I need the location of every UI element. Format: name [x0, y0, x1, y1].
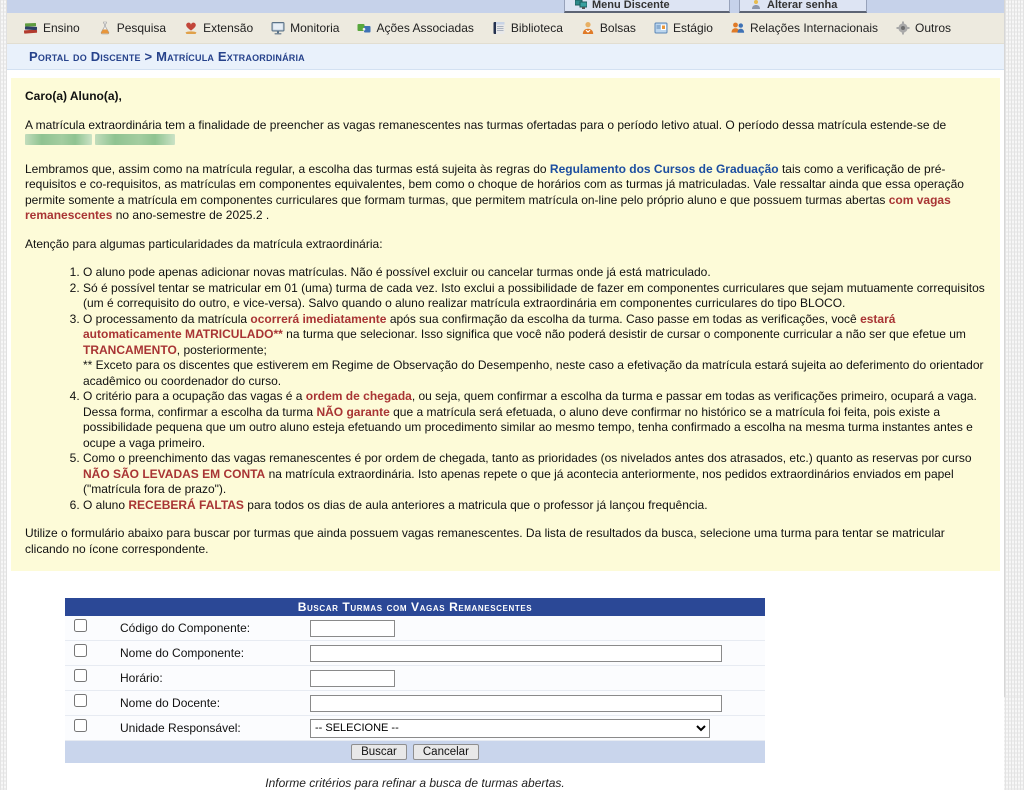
redacted-period-start	[25, 134, 92, 145]
breadcrumb[interactable]: Portal do Discente > Matrícula Extraordinária	[29, 49, 305, 64]
text-segment: após sua confirmação da escolha da turma. Caso passe em todas as verificações, você	[386, 311, 861, 326]
list-item	[83, 281, 986, 312]
monitor-icon	[270, 20, 286, 36]
menu-item-pesquisa[interactable]	[97, 20, 166, 36]
info-panel	[11, 78, 1000, 571]
text-segment: RECEBERÁ FALTAS	[128, 497, 244, 512]
password-person-icon	[750, 0, 762, 9]
menu-item-extensao[interactable]	[183, 20, 253, 36]
list-item	[83, 451, 986, 498]
checkbox-unidade-responsavel[interactable]	[74, 719, 87, 732]
text-segment: que a matrícula será efetuada, o aluno deve confirmar no histórico se a matrícula foi feita, pois existe a possibilidade pequena que um outro aluno esteja efetuando um procedimento similar ao mesmo tempo, tenha confirmado a escolha na mesma turma instantes antes e ocupe a vaga primeiro.	[83, 404, 973, 450]
alterar-senha-label: Alterar senha	[767, 0, 838, 11]
text-segment: NÃO SÃO LEVADAS EM CONTA	[83, 466, 266, 481]
field-label: Código do Componente:	[120, 621, 251, 635]
checkbox-horario[interactable]	[74, 669, 87, 682]
form-row-nome-componente	[65, 641, 765, 666]
puzzle-icon	[356, 20, 372, 36]
page-container	[6, 0, 1005, 790]
text-segment: Só é possível tentar se matricular em 01 (uma) turma de cada vez. Isto exclui a possibilidade de fazer em componentes curriculares que sejam mutuamente correquisitos (um é correquisito do outro, e vice-versa). Salvo quando o aluno realizar matrícula extraordinária em componentes curriculares do tipo BLOCO.	[83, 280, 985, 310]
text-segment: , posteriormente;	[176, 342, 267, 357]
main-menubar	[7, 13, 1004, 44]
nome-docente-input[interactable]	[310, 695, 722, 712]
text-segment: Lembramos que, assim como na matrícula regular, a escolha das turmas está sujeita às regras do	[25, 161, 550, 176]
text-segment: no ano-semestre de 2025.2 .	[112, 208, 270, 222]
text-segment: TRANCAMENTO	[83, 342, 177, 357]
intro-paragraph	[25, 118, 986, 149]
form-row-horario	[65, 666, 765, 691]
text-segment: O critério para a ocupação das vagas é a	[83, 389, 306, 403]
top-session-bar	[7, 0, 1004, 13]
text-segment: Como o preenchimento das vagas remanescentes é por ordem de chegada, tanto as prioridades (os nivelados antes dos atrasados, etc.) quanto as reservas por curso	[83, 451, 972, 465]
books-icon	[23, 20, 39, 36]
text-segment: O processamento da matrícula	[83, 311, 251, 326]
menu-item-monitoria[interactable]	[270, 20, 339, 36]
horario-input[interactable]	[310, 670, 395, 687]
checkbox-nome-docente[interactable]	[74, 694, 87, 707]
menu-discente-button[interactable]	[564, 0, 730, 13]
text-segment: O aluno pode apenas adicionar novas matrículas. Não é possível excluir ou cancelar turmas onde já está matriculado.	[83, 265, 711, 279]
cancelar-button[interactable]: Cancelar	[413, 744, 479, 760]
form-footnote: Informe critérios para refinar a busca de turmas abertas.	[265, 776, 565, 790]
search-form-section	[11, 598, 1000, 790]
main-content	[7, 70, 1004, 790]
text-segment: com vagas remanescentes	[25, 192, 951, 222]
menu-item-label: Estágio	[672, 21, 713, 35]
globe-people-icon	[730, 20, 746, 36]
text-segment: estará automaticamente MATRICULADO**	[83, 311, 896, 341]
badge-icon	[653, 20, 669, 36]
alterar-senha-button[interactable]	[739, 0, 867, 13]
text-segment: ocorrerá imediatamente	[250, 311, 387, 326]
search-form-table	[65, 598, 765, 763]
menu-item-label: Relações Internacionais	[749, 21, 879, 35]
menu-item-label: Outros	[915, 21, 952, 35]
menu-item-biblioteca[interactable]	[491, 20, 563, 36]
checkbox-codigo-componente[interactable]	[74, 619, 87, 632]
text-segment: ordem de chegada	[305, 389, 412, 403]
text-segment: , ou seja, quem confirmar a escolha da turma e passar em todas as verificações primeiro, ocupará a vaga. Dessa forma, confirmar a escolha da turma	[83, 389, 977, 419]
text-segment: ** Exceto para os discentes que estiverem em Regime de Observação do Desempenho, neste caso a efetivação da matrícula estará sujeita ao deferimento do orientador acadêmico ou coordenador do curso.	[83, 358, 984, 388]
menu-item-label: Ensino	[43, 21, 80, 35]
redacted-period-end	[95, 134, 175, 145]
attention-paragraph: Atenção para algumas particularidades da matrícula extraordinária:	[25, 236, 383, 251]
nome-componente-input[interactable]	[310, 645, 722, 662]
list-item	[83, 312, 986, 390]
text-segment: tais como a verificação de pré-requisitos e co-requisitos, as matrículas em componentes equivalentes, bem como o choque de horários com as turmas já matriculadas. Vale ressaltar ainda que essa operação permite somente a matrícula em componentes curriculares que formam turmas, que permitem matrícula on-line pelo próprio aluno e que possuem turmas abertas	[25, 161, 964, 207]
particularities-list	[25, 265, 986, 513]
checkbox-nome-componente[interactable]	[74, 644, 87, 657]
list-item	[83, 265, 986, 281]
menu-item-label: Bolsas	[599, 21, 636, 35]
salutation-text: Caro(a) Aluno(a),	[25, 89, 122, 103]
form-row-unidade	[65, 716, 765, 741]
text-segment: NÃO garante	[316, 404, 390, 419]
form-row-nome-docente	[65, 691, 765, 716]
usage-paragraph: Utilize o formulário abaixo para buscar por turmas que ainda possuem vagas remanescentes. Da lista de resultados da busca, selecione uma turma para tentar se matricular clicando no ícone correspondente.	[25, 526, 945, 556]
form-title: Buscar Turmas com Vagas Remanescentes	[65, 598, 765, 616]
menu-item-label: Extensão	[203, 21, 254, 35]
text-segment: A matrícula extraordinária tem a finalidade de preencher as vagas remanescentes nas turmas ofertadas para o período letivo atual. O período dessa matrícula estende-se de	[25, 117, 947, 132]
monitors-icon	[575, 0, 587, 9]
form-footer	[65, 741, 765, 763]
field-label: Nome do Docente:	[120, 696, 221, 710]
person-icon	[580, 20, 596, 36]
menu-item-ensino[interactable]	[23, 20, 80, 36]
text-segment: na turma que selecionar. Isso significa que você não poderá desistir de cursar o componente curricular a não ser que efetue um	[282, 327, 966, 341]
text-segment: para todos os dias de aula anteriores a matricula que o professor já lançou frequência.	[243, 497, 708, 512]
flask-icon	[97, 20, 113, 36]
field-label: Nome do Componente:	[120, 646, 245, 660]
field-label: Unidade Responsável:	[120, 721, 241, 735]
rules-paragraph	[25, 162, 986, 224]
unidade-responsavel-select[interactable]	[310, 719, 710, 738]
menu-item-label: Ações Associadas	[376, 21, 474, 35]
menu-item-label: Pesquisa	[116, 21, 167, 35]
menu-item-bolsas[interactable]	[580, 20, 636, 36]
regulamento-link[interactable]: Regulamento dos Cursos de Graduação	[549, 161, 779, 176]
list-item	[83, 498, 986, 514]
menu-item-label: Monitoria	[290, 21, 340, 35]
form-row-codigo	[65, 616, 765, 641]
text-segment: O aluno	[83, 497, 129, 512]
codigo-componente-input[interactable]	[310, 620, 395, 637]
menu-item-outros[interactable]	[895, 20, 951, 36]
menu-item-label: Biblioteca	[510, 21, 563, 35]
text-segment: na matrícula extraordinária. Isto apenas repete o que já acontecia anteriormente, nos pedidos extraordinários enviados em papel ("matrícula fora de prazo").	[83, 466, 954, 496]
menu-item-acoes-associadas[interactable]	[356, 20, 473, 36]
book-icon	[491, 20, 507, 36]
list-item	[83, 389, 986, 451]
breadcrumb-bar	[7, 44, 1004, 70]
field-label: Horário:	[120, 671, 163, 685]
heart-hands-icon	[183, 20, 199, 36]
menu-item-relacoes-internacionais[interactable]	[730, 20, 878, 36]
gear-icon	[895, 20, 911, 36]
menu-discente-label: Menu Discente	[592, 0, 670, 11]
buscar-button[interactable]: Buscar	[351, 744, 407, 760]
menu-item-estagio[interactable]	[653, 20, 713, 36]
